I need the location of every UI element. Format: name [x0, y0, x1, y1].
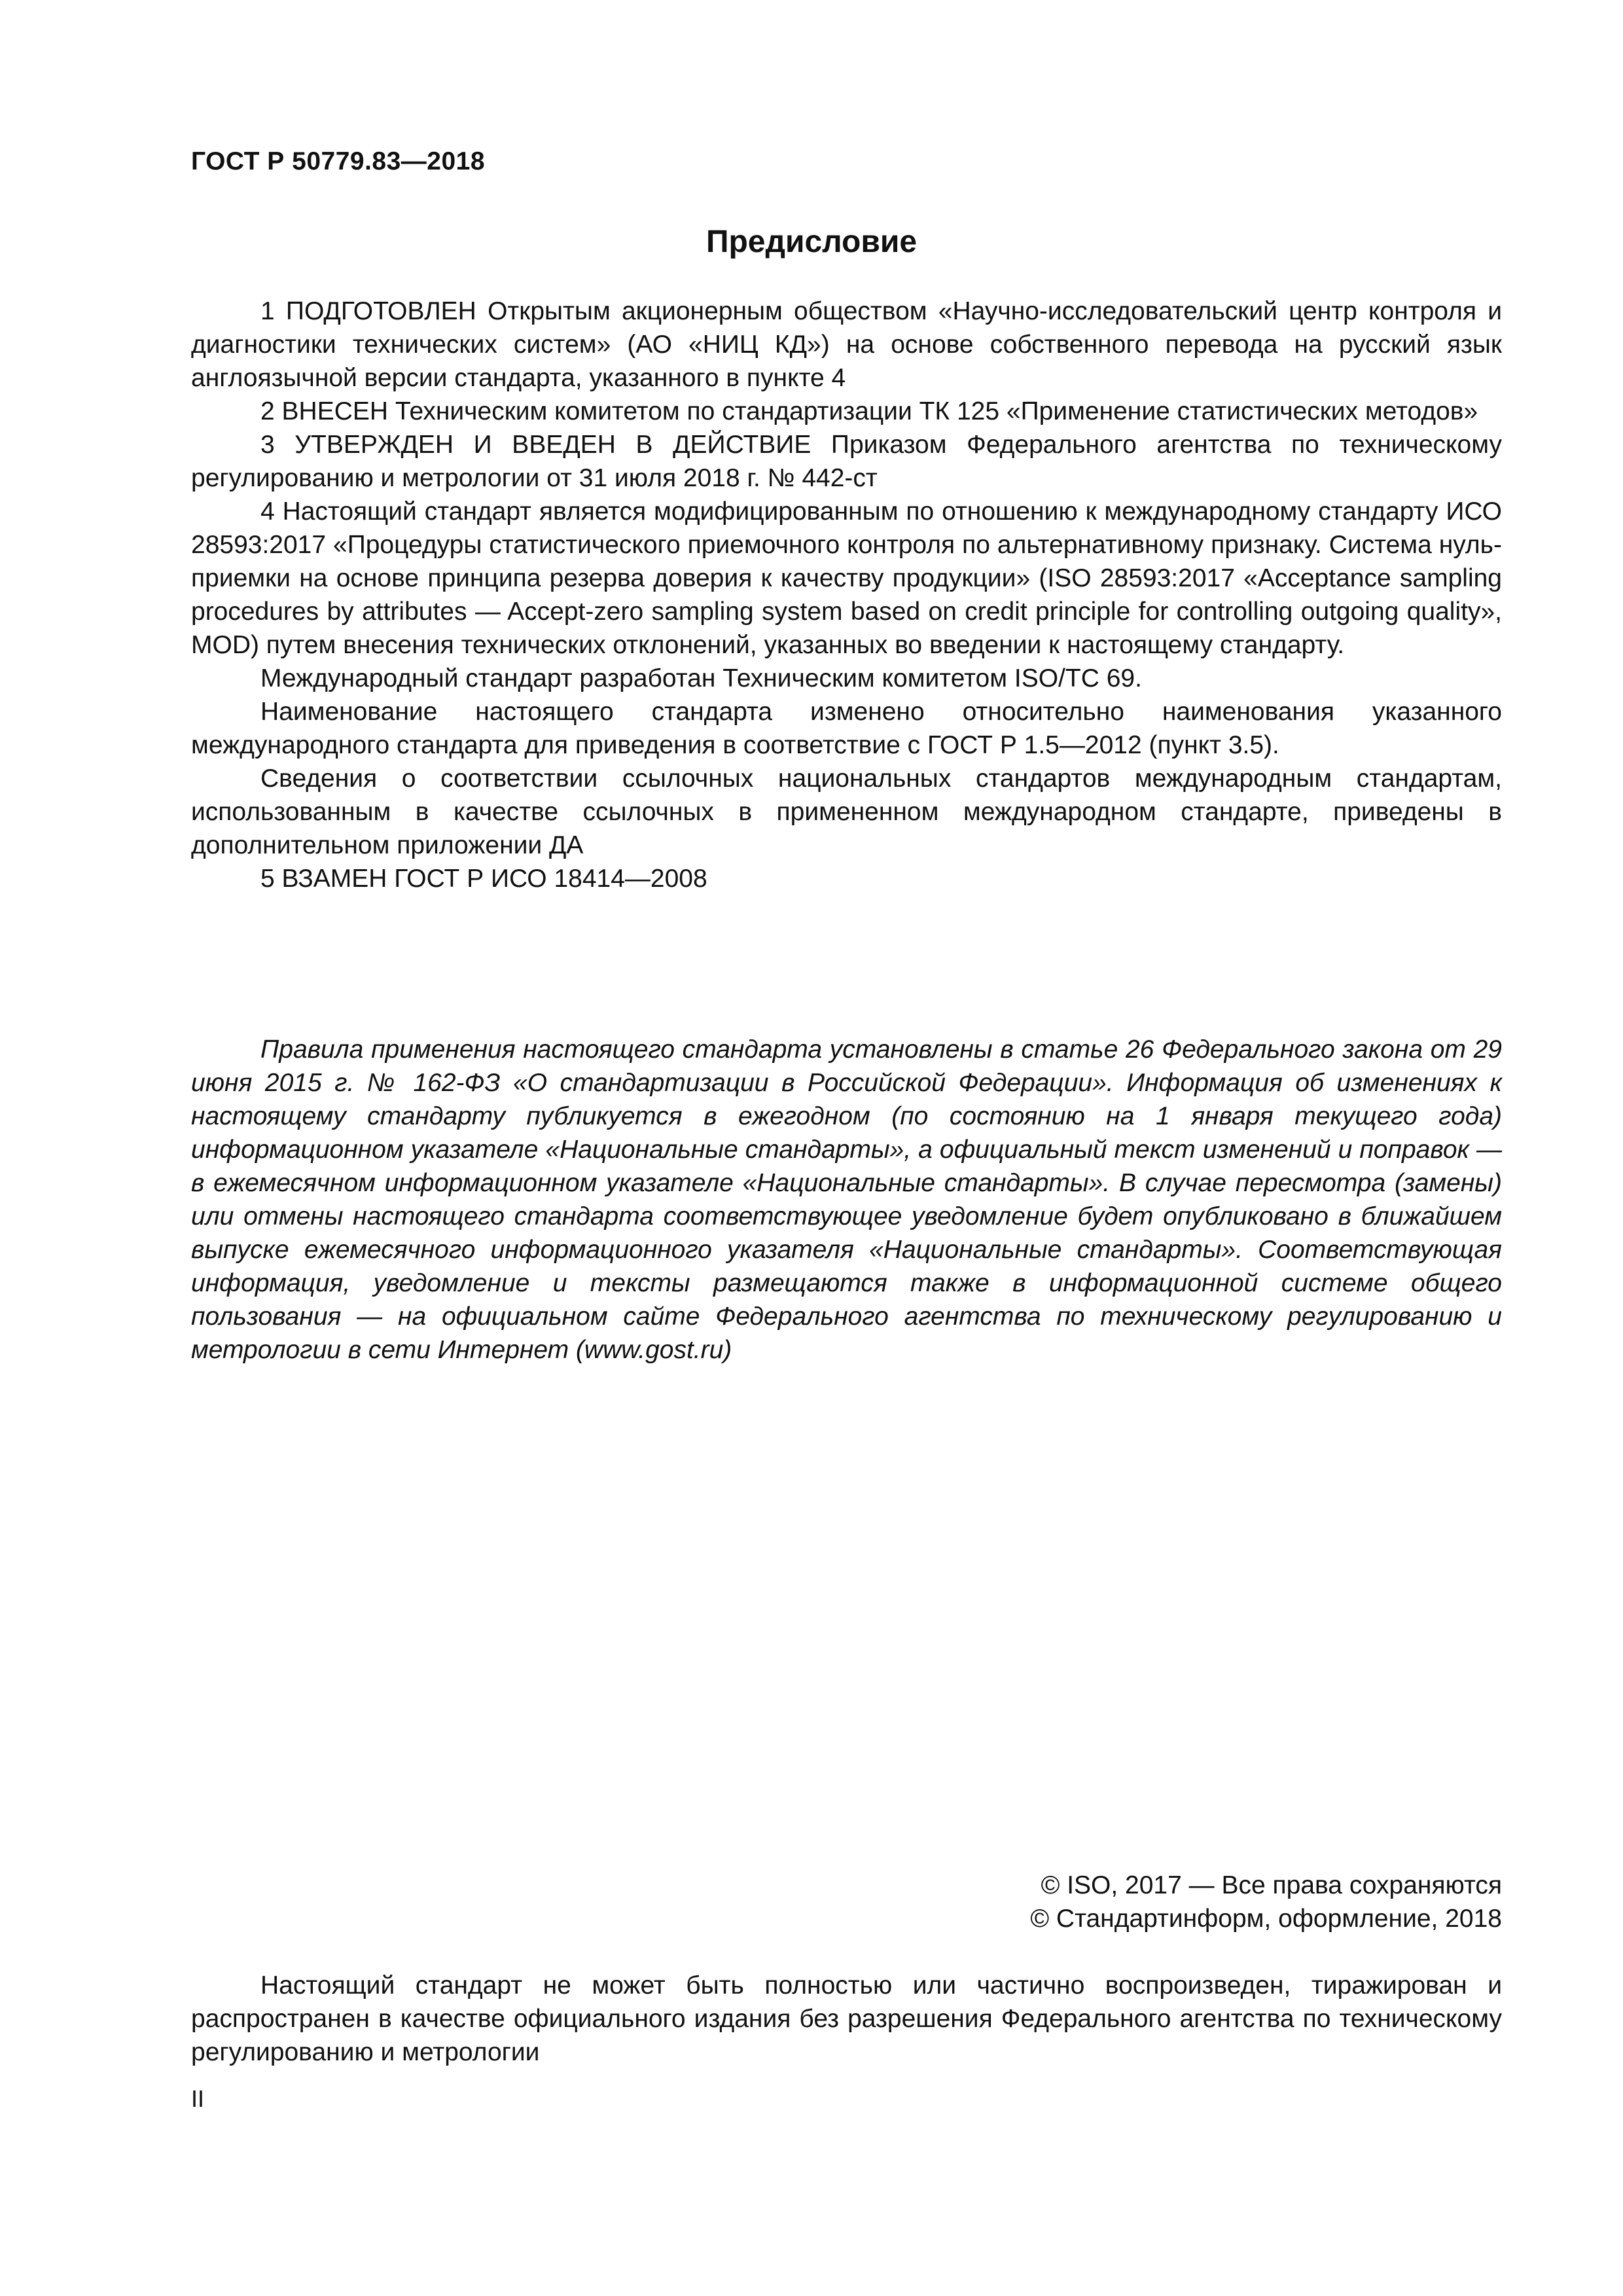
foreword-paragraph-replaces: 5 ВЗАМЕН ГОСТ Р ИСО 18414—2008 [260, 865, 707, 893]
foreword-paragraph-name-change: Наименование настоящего стандарта изменено относительно наименования указанного международного стандарта для приведения в соответствие с ГОСТ Р 1.5—2012 (пункт 3.5). [191, 698, 1502, 759]
foreword-paragraph-introduced: 2 ВНЕСЕН Техническим комитетом по стандартизации ТК 125 «Применение статистических методов» [260, 397, 1478, 425]
foreword-paragraph-approved: 3 УТВЕРЖДЕН И ВВЕДЕН В ДЕЙСТВИЕ Приказом Федерального агентства по техническому регулированию и метрологии от 31 июля 2018 г. № 442-ст [191, 431, 1502, 492]
foreword-paragraph-prepared: 1 ПОДГОТОВЛЕН Открытым акционерным обществом «Научно-исследовательский центр контроля и диагностики технических систем» (АО «НИЦ КД») на основе собственного перевода на русский язык англоязычной версии стандарта, указанного в пункте 4 [191, 297, 1502, 392]
foreword-paragraph-developer: Международный стандарт разработан Техническим комитетом ISO/TC 69. [260, 664, 1142, 692]
document-code: ГОСТ Р 50779.83—2018 [191, 147, 486, 175]
application-rules-notice: Правила применения настоящего стандарта установлены в статье 26 Федерального закона от 29 июня 2015 г. № 162-ФЗ «О стандартизации в Российской Федерации». Информация об изменениях к настоящему стандарту публикуется в ежегодном (по состоянию на 1 января текущего года) информационном указателе «Национальные стандарты», а официальный текст изменений и поправок — в ежемесячном информационном указателе «Национальные стандарты». В случае пересмотра (замены) или отмены настоящего стандарта соответствующее уведомление будет опубликовано в ближайшем выпуске ежемесячного информационного указателя «Национальные стандарты». Соответствующая информация, уведомление и тексты размещаются также в информационной системе общего пользования — на официальном сайте Федерального агентства по техническому регулированию и метрологии в сети Интернет (www.gost.ru) [191, 1035, 1502, 1364]
foreword-body [191, 295, 1502, 895]
copyright-iso: © ISO, 2017 — Все права сохраняются [1041, 1871, 1502, 1899]
page-number: II [191, 2085, 205, 2112]
foreword-paragraph-references: Сведения о соответствии ссылочных национальных стандартов международным стандартам, использованным в качестве ссылочных в примененном международном стандарте, приведены в дополнительном приложении ДА [191, 764, 1502, 859]
reproduction-notice: Настоящий стандарт не может быть полностью или частично воспроизведен, тиражирован и распространен в качестве официального издания без разрешения Федерального агентства по техническому регулированию и метрологии [191, 1971, 1502, 2066]
copyright-block [1030, 1869, 1502, 1935]
section-title: Предисловие [705, 224, 918, 259]
foreword-paragraph-modified: 4 Настоящий стандарт является модифицированным по отношению к международному стандарту ИСО 28593:2017 «Процедуры статистического приемочного контроля по альтернативному признаку. Система нуль-приемки на основе принципа резерва доверия к качеству продукции» (ISO 28593:2017 «Acceptance sampling procedures by attributes — Accept-zero sampling system based on credit principle for controlling outgoing quality», MOD) путем внесения технических отклонений, указанных во введении к настоящему стандарту. [191, 497, 1502, 659]
copyright-standartinform: © Стандартинформ, оформление, 2018 [1030, 1905, 1502, 1933]
